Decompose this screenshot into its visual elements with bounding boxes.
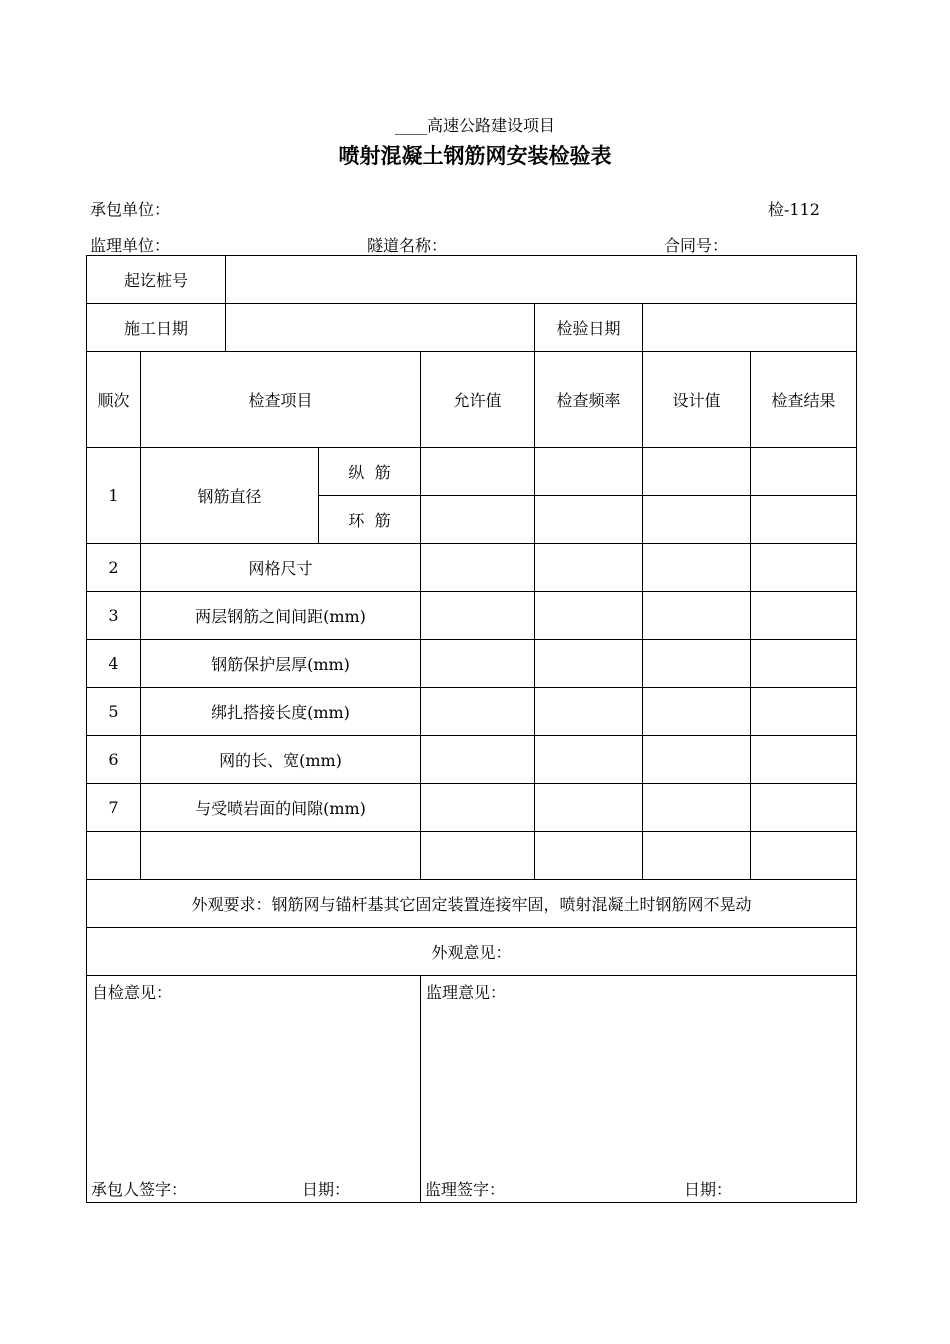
frequency-cell[interactable] [535,640,643,688]
frequency-cell[interactable] [535,592,643,640]
design-cell[interactable] [643,496,751,544]
stake-row [87,256,857,304]
contractor-label: 承包单位： [90,200,171,219]
row-number: 4 [87,640,141,688]
inspection-table [86,255,857,1203]
inspection-date-label: 检验日期 [535,304,643,352]
frequency-cell[interactable] [535,544,643,592]
table-row [87,592,857,640]
allowed-cell[interactable] [421,544,535,592]
appearance-opinion-row [87,928,857,976]
row-subitem: 环 筋 [319,496,421,544]
supervisor-signature-label: 监理签字： [425,1180,506,1199]
date-row [87,304,857,352]
table-row [87,736,857,784]
table-row-empty [87,832,857,880]
contract-number-label: 合同号： [664,236,729,255]
row-subitem: 纵 筋 [319,448,421,496]
result-cell[interactable] [751,640,857,688]
result-cell[interactable] [751,688,857,736]
table-row [87,688,857,736]
stake-value[interactable] [226,256,857,304]
result-cell[interactable] [751,592,857,640]
table-row [87,544,857,592]
design-cell[interactable] [643,832,751,880]
col-order: 顺次 [87,352,141,448]
row-number: 2 [87,544,141,592]
design-cell[interactable] [643,592,751,640]
allowed-cell[interactable] [421,736,535,784]
row-number: 1 [87,448,141,544]
design-cell[interactable] [643,544,751,592]
row-item: 绑扎搭接长度(mm) [141,688,421,736]
appearance-requirement: 外观要求：钢筋网与锚杆基其它固定装置连接牢固，喷射混凝土时钢筋网不晃动 [87,880,857,928]
tunnel-name-label: 隧道名称： [367,236,448,255]
form-title: 喷射混凝土钢筋网安装检验表 [338,144,612,168]
table-row [87,640,857,688]
table-row [87,448,857,496]
result-cell[interactable] [751,496,857,544]
row-number: 7 [87,784,141,832]
supervisor-label: 监理单位： [90,236,171,255]
allowed-cell[interactable] [421,832,535,880]
form-code: 检-112 [768,200,820,219]
supervisor-date-label: 日期： [684,1180,733,1199]
appearance-opinion[interactable]: 外观意见： [87,928,857,976]
frequency-cell[interactable] [535,496,643,544]
opinion-row [87,976,857,1203]
row-item: 钢筋保护层厚(mm) [141,640,421,688]
frequency-cell[interactable] [535,784,643,832]
result-cell[interactable] [751,736,857,784]
contractor-date-label: 日期： [302,1180,351,1199]
row-item: 与受喷岩面的间隙(mm) [141,784,421,832]
self-check-opinion[interactable] [87,976,421,1203]
construction-date-label: 施工日期 [87,304,226,352]
col-result: 检查结果 [751,352,857,448]
column-header-row [87,352,857,448]
allowed-cell[interactable] [421,496,535,544]
result-cell[interactable] [751,832,857,880]
table-row [87,784,857,832]
col-design: 设计值 [643,352,751,448]
allowed-cell[interactable] [421,784,535,832]
inspection-date-value[interactable] [643,304,857,352]
self-check-title: 自检意见： [92,983,173,1002]
col-item: 检查项目 [141,352,421,448]
row-item[interactable] [141,832,421,880]
frequency-cell[interactable] [535,832,643,880]
allowed-cell[interactable] [421,640,535,688]
result-cell[interactable] [751,448,857,496]
project-subtitle: ____高速公路建设项目 [394,116,555,135]
frequency-cell[interactable] [535,448,643,496]
allowed-cell[interactable] [421,592,535,640]
col-frequency: 检查频率 [535,352,643,448]
supervision-title: 监理意见： [426,983,507,1002]
design-cell[interactable] [643,736,751,784]
design-cell[interactable] [643,688,751,736]
row-number: 6 [87,736,141,784]
row-item: 网格尺寸 [141,544,421,592]
row-number[interactable] [87,832,141,880]
design-cell[interactable] [643,448,751,496]
row-item: 网的长、宽(mm) [141,736,421,784]
result-cell[interactable] [751,784,857,832]
frequency-cell[interactable] [535,736,643,784]
appearance-requirement-row [87,880,857,928]
frequency-cell[interactable] [535,688,643,736]
allowed-cell[interactable] [421,688,535,736]
contractor-signature-label: 承包人签字： [91,1180,188,1199]
result-cell[interactable] [751,544,857,592]
col-allowed: 允许值 [421,352,535,448]
row-number: 3 [87,592,141,640]
design-cell[interactable] [643,784,751,832]
design-cell[interactable] [643,640,751,688]
stake-label: 起讫桩号 [87,256,226,304]
row-number: 5 [87,688,141,736]
allowed-cell[interactable] [421,448,535,496]
supervision-opinion[interactable] [421,976,857,1203]
row-item: 两层钢筋之间间距(mm) [141,592,421,640]
row-item: 钢筋直径 [141,448,319,544]
construction-date-value[interactable] [226,304,535,352]
